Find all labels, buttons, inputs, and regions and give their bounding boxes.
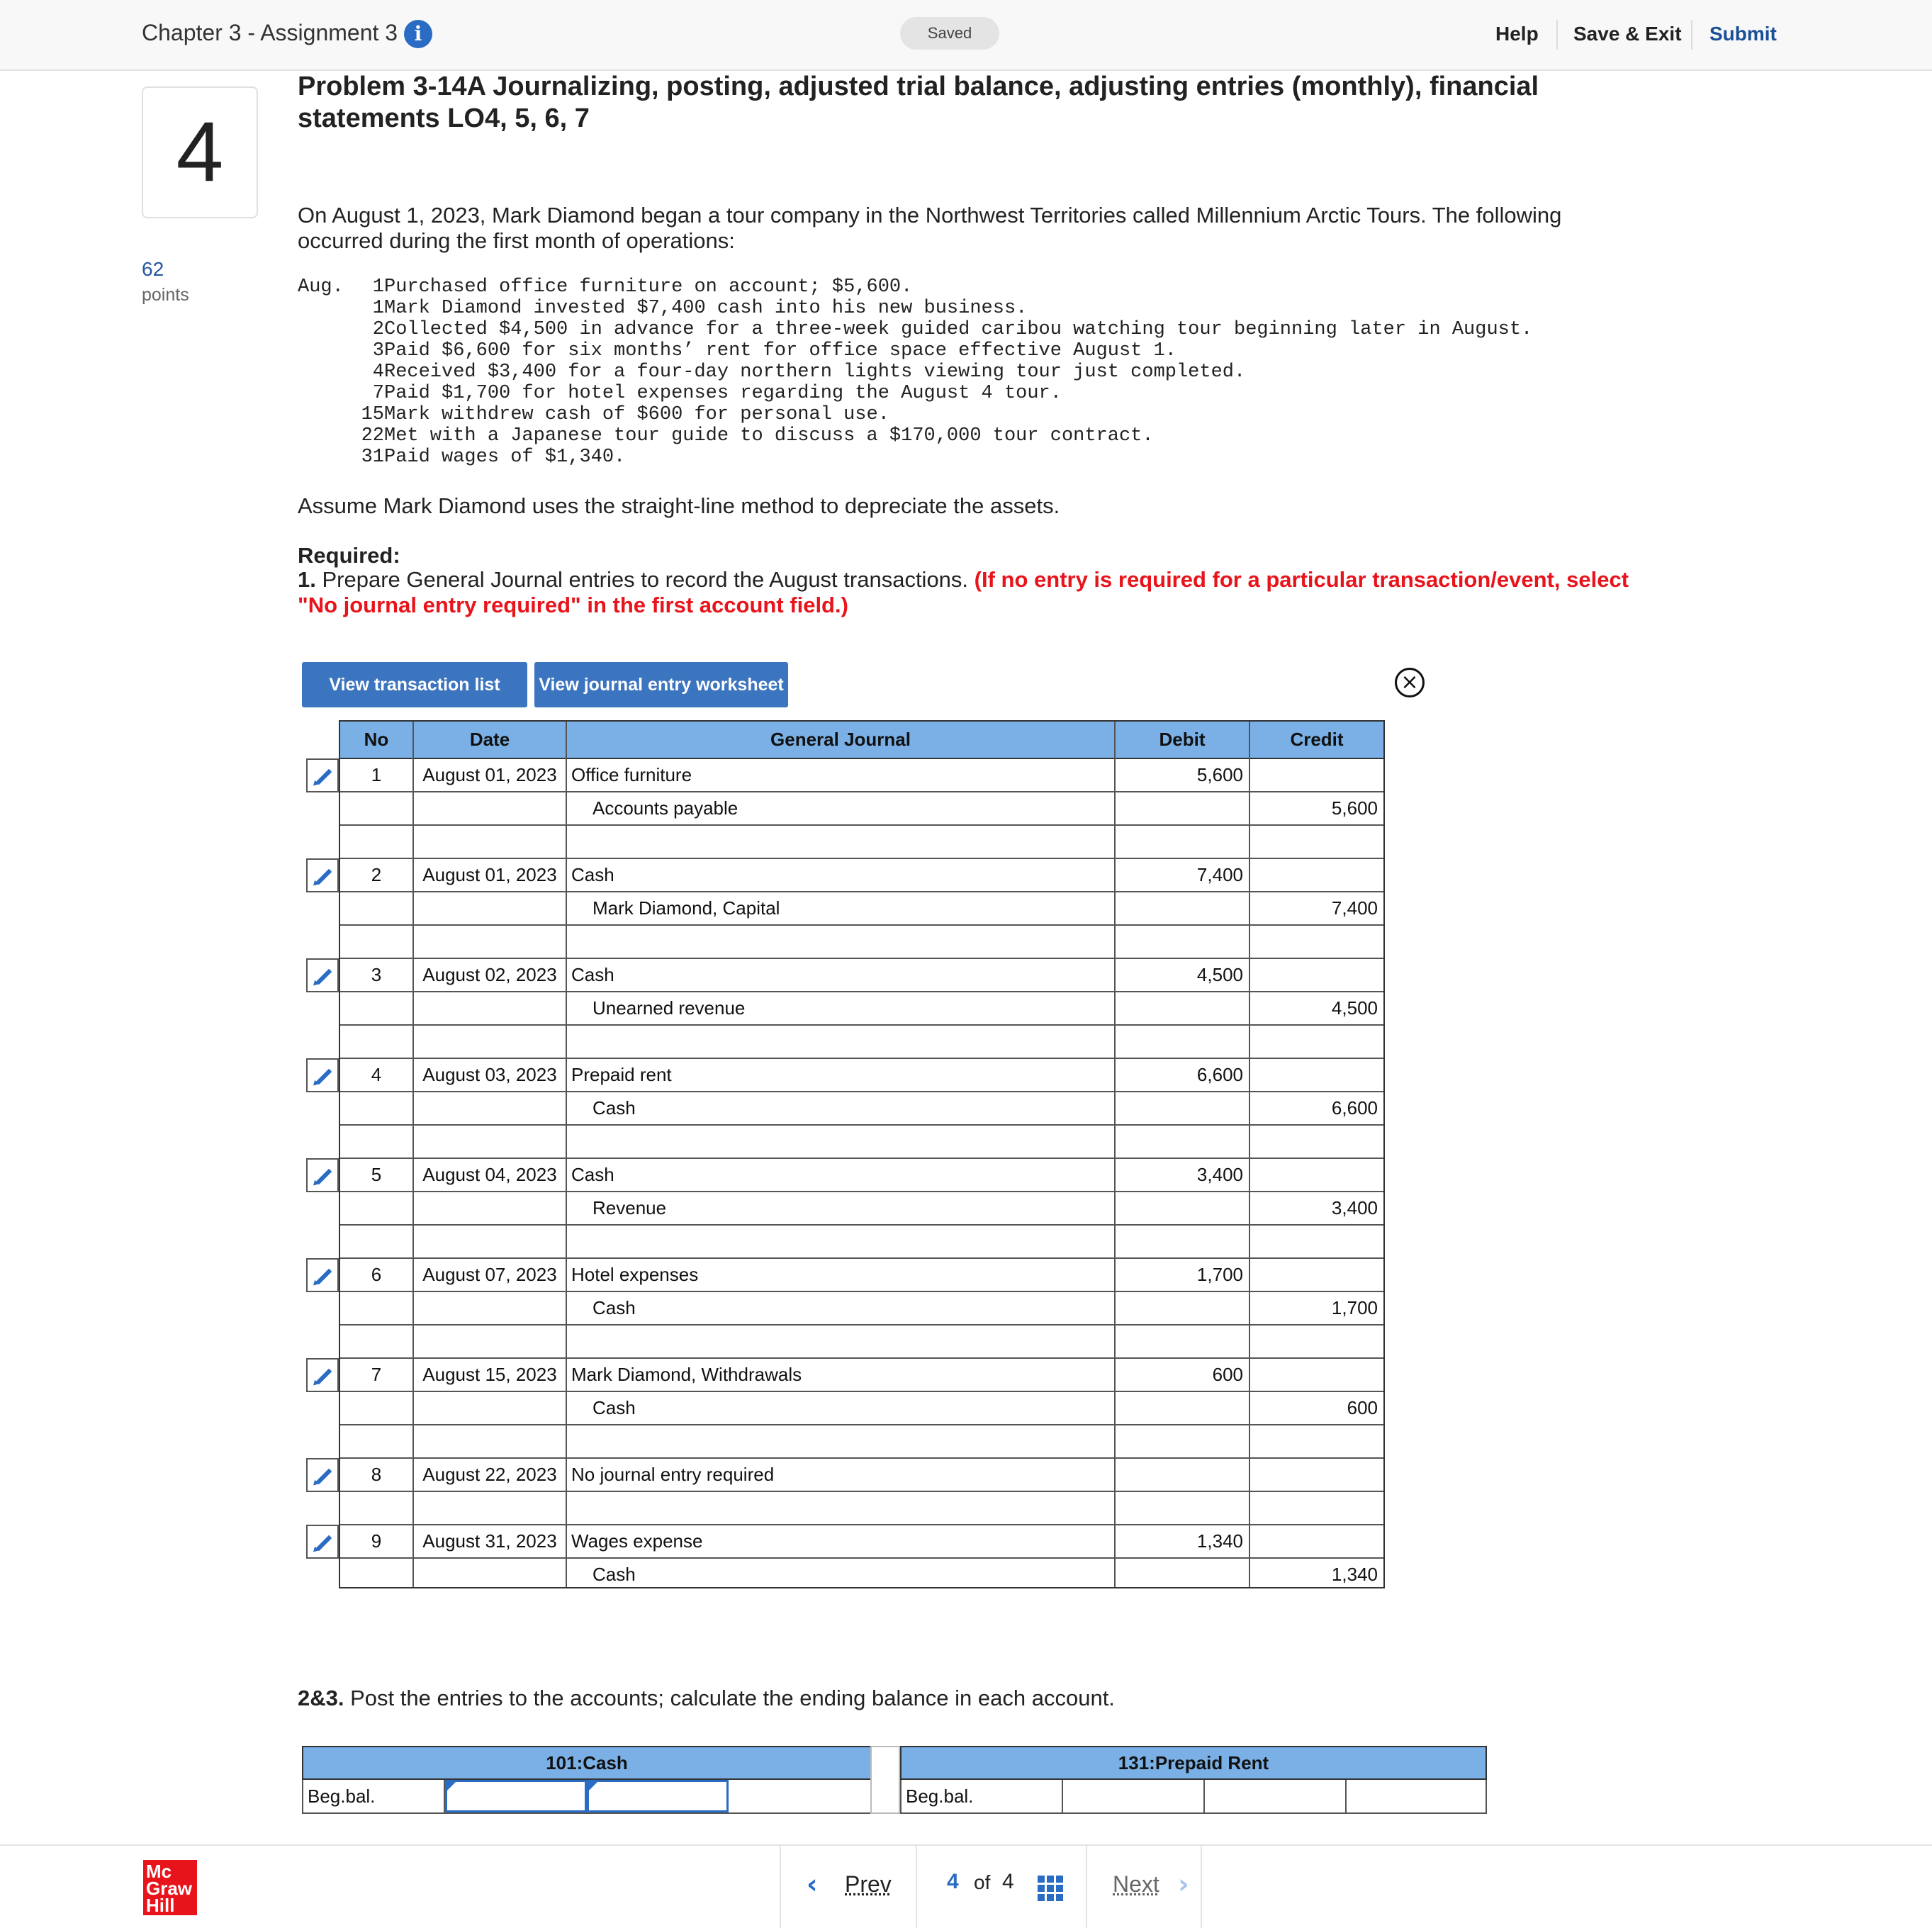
table-row xyxy=(340,1059,1383,1092)
credit-label-input[interactable] xyxy=(1205,1780,1347,1812)
debit-amount: 3,400 xyxy=(1196,1164,1243,1185)
chevron-left-icon[interactable]: ‹ xyxy=(807,1868,818,1900)
credit-amount xyxy=(1250,1259,1378,1291)
entry-date xyxy=(414,1126,566,1158)
account-name: No journal entry required xyxy=(571,1464,775,1485)
entry-number xyxy=(340,1026,412,1058)
requirement-text: Post the entries to the accounts; calculate the ending balance in each account. xyxy=(344,1686,1115,1710)
points-label: points xyxy=(142,285,189,305)
question-number-box xyxy=(142,86,258,218)
account-name xyxy=(571,826,1110,858)
table-row xyxy=(340,859,1383,892)
table-row xyxy=(340,992,1383,1026)
account-name xyxy=(571,1126,1110,1158)
table-row xyxy=(340,759,1383,792)
edit-entry-button[interactable] xyxy=(306,1358,339,1392)
debit-amount xyxy=(1116,826,1243,858)
prev-link[interactable]: Prev xyxy=(845,1871,892,1897)
debit-amount: 6,600 xyxy=(1196,1064,1243,1085)
t-account-title: 131:Prepaid Rent xyxy=(900,1746,1487,1780)
credit-amount xyxy=(1250,759,1378,791)
table-row xyxy=(340,1525,1383,1559)
credit-amount xyxy=(1250,1159,1378,1191)
credit-amount xyxy=(1250,1492,1378,1524)
entry-number xyxy=(340,1559,412,1591)
divider xyxy=(1556,20,1558,50)
credit-amount xyxy=(1250,1126,1378,1158)
credit-amount xyxy=(1250,1026,1378,1058)
debit-amount xyxy=(1116,1492,1243,1524)
table-row xyxy=(340,1259,1383,1292)
table-row xyxy=(340,826,1383,859)
debit-amount: 600 xyxy=(1212,1364,1243,1385)
account-name xyxy=(571,1425,1110,1457)
debit-amount xyxy=(1116,1326,1243,1357)
pencil-icon xyxy=(316,969,332,985)
entry-date: August 15, 2023 xyxy=(422,1364,557,1385)
transaction-text: Paid wages of $1,340. xyxy=(384,447,626,468)
entry-number: 2 xyxy=(371,864,382,885)
table-row xyxy=(340,1026,1383,1059)
flag-icon xyxy=(447,1782,456,1790)
required-label: Required: xyxy=(298,543,400,568)
transaction-day: 4 xyxy=(372,362,384,383)
entry-number xyxy=(340,1126,412,1158)
transaction-text: Purchased office furniture on account; $5,600. xyxy=(384,276,913,298)
entry-date: August 01, 2023 xyxy=(422,764,557,785)
t-account-row xyxy=(900,1780,1487,1814)
debit-amount xyxy=(1116,1192,1243,1224)
view-transaction-list-button[interactable]: View transaction list xyxy=(302,662,527,707)
entry-date xyxy=(414,826,566,858)
account-name: Cash xyxy=(592,1097,636,1119)
entry-number xyxy=(340,1292,412,1324)
divider xyxy=(1691,20,1692,50)
entry-number: 4 xyxy=(371,1064,382,1085)
entry-date: August 03, 2023 xyxy=(422,1064,557,1085)
account-name: Unearned revenue xyxy=(592,997,746,1019)
top-bar xyxy=(0,0,1932,71)
entry-number: 9 xyxy=(371,1530,382,1552)
entry-date xyxy=(414,992,566,1024)
account-name: Prepaid rent xyxy=(571,1064,672,1085)
credit-label-input[interactable] xyxy=(587,1780,729,1812)
account-name: Cash xyxy=(571,864,614,885)
credit-amount: 1,700 xyxy=(1331,1297,1378,1318)
table-row xyxy=(340,1492,1383,1525)
table-header xyxy=(340,722,1383,759)
page-of: of xyxy=(974,1871,991,1893)
table-row xyxy=(340,892,1383,926)
header-date: Date xyxy=(469,729,510,750)
account-name: Wages expense xyxy=(571,1530,703,1552)
account-name: Cash xyxy=(592,1564,636,1585)
assignment-title: Chapter 3 - Assignment 3 xyxy=(142,20,398,45)
edit-entry-button[interactable] xyxy=(306,1258,339,1292)
credit-input[interactable] xyxy=(729,1780,870,1812)
account-name: Cash xyxy=(571,964,614,985)
debit-amount xyxy=(1116,1559,1243,1591)
credit-amount xyxy=(1250,859,1378,891)
credit-amount: 1,340 xyxy=(1331,1564,1378,1585)
logo-line: Graw xyxy=(146,1878,193,1899)
debit-amount xyxy=(1116,926,1243,958)
entry-date: August 04, 2023 xyxy=(422,1164,557,1185)
pencil-icon xyxy=(316,769,332,785)
credit-input[interactable] xyxy=(1347,1780,1485,1812)
transaction-text: Paid $1,700 for hotel expenses regarding the August 4 tour. xyxy=(384,383,1062,404)
table-row xyxy=(340,1126,1383,1159)
entry-date xyxy=(414,1292,566,1324)
account-name xyxy=(571,1326,1110,1357)
credit-amount xyxy=(1250,926,1378,958)
beg-bal-label: Beg.bal. xyxy=(906,1786,974,1807)
credit-amount xyxy=(1250,1525,1378,1557)
entry-date xyxy=(414,1425,566,1457)
table-row xyxy=(340,1326,1383,1359)
table-row xyxy=(340,1392,1383,1425)
credit-amount xyxy=(1250,1059,1378,1091)
header-no: No xyxy=(364,729,389,750)
info-icon[interactable]: i xyxy=(404,20,432,48)
entry-date: August 22, 2023 xyxy=(422,1464,557,1485)
credit-amount xyxy=(1250,1359,1378,1391)
account-name: Mark Diamond, Withdrawals xyxy=(571,1364,802,1385)
points-value: 62 xyxy=(142,258,164,280)
debit-amount xyxy=(1116,992,1243,1024)
general-journal-table xyxy=(339,720,1385,1588)
pencil-icon xyxy=(316,869,332,885)
logo-line: Mc xyxy=(146,1861,172,1882)
credit-amount: 5,600 xyxy=(1331,797,1378,819)
credit-amount xyxy=(1250,1459,1378,1491)
entry-date xyxy=(414,926,566,958)
mcgraw-hill-logo xyxy=(143,1860,197,1915)
debit-amount: 1,700 xyxy=(1196,1264,1243,1285)
close-icon[interactable]: × xyxy=(1395,668,1425,697)
next-link[interactable]: Next xyxy=(1113,1871,1159,1897)
pencil-icon xyxy=(316,1469,332,1485)
credit-amount: 3,400 xyxy=(1331,1197,1378,1218)
transaction-text: Met with a Japanese tour guide to discuss a $170,000 tour contract. xyxy=(384,425,1154,447)
transaction-day: 3 xyxy=(372,340,384,362)
transaction-text: Received $3,400 for a four-day northern lights viewing tour just completed. xyxy=(384,362,1246,383)
entry-number: 6 xyxy=(371,1264,382,1285)
entry-number: 5 xyxy=(371,1164,382,1185)
entry-date: August 01, 2023 xyxy=(422,864,557,885)
requirement-number: 2&3. xyxy=(298,1686,344,1710)
submit-link[interactable]: Submit xyxy=(1709,23,1777,45)
entry-number xyxy=(340,1326,412,1357)
entry-date xyxy=(414,1492,566,1524)
assumption-text: Assume Mark Diamond uses the straight-line method to depreciate the assets. xyxy=(298,493,1060,518)
entry-date xyxy=(414,1326,566,1357)
entry-number xyxy=(340,1392,412,1424)
account-name: Cash xyxy=(592,1297,636,1318)
transaction-text: Mark withdrew cash of $600 for personal use. xyxy=(384,404,889,425)
entry-date xyxy=(414,1559,566,1591)
requirement-text: Prepare General Journal entries to record the August transactions. xyxy=(315,567,975,592)
entry-date xyxy=(414,892,566,924)
beg-bal-cell xyxy=(303,1780,445,1812)
debit-input[interactable] xyxy=(1063,1780,1205,1812)
credit-amount xyxy=(1250,826,1378,858)
entry-number: 3 xyxy=(371,964,382,985)
entry-date: August 07, 2023 xyxy=(422,1264,557,1285)
debit-amount xyxy=(1116,1126,1243,1158)
divider xyxy=(1086,1846,1087,1928)
account-name xyxy=(571,926,1110,958)
table-row xyxy=(340,926,1383,959)
debit-amount xyxy=(1116,1292,1243,1324)
pencil-icon xyxy=(316,1535,332,1552)
flag-icon xyxy=(589,1782,597,1790)
edit-entry-button[interactable] xyxy=(306,1158,339,1192)
credit-amount xyxy=(1250,1326,1378,1357)
header-general-journal: General Journal xyxy=(770,729,911,750)
transaction-day: 2 xyxy=(372,319,384,340)
account-name: Office furniture xyxy=(571,764,692,785)
credit-amount: 4,500 xyxy=(1331,997,1378,1019)
spacer-box xyxy=(870,1746,900,1814)
transaction-text: Paid $6,600 for six months’ rent for office space effective August 1. xyxy=(384,340,1176,362)
chevron-right-icon[interactable]: › xyxy=(1178,1868,1189,1900)
saved-status-badge: Saved xyxy=(900,17,999,50)
entry-number xyxy=(340,1192,412,1224)
account-name: Revenue xyxy=(592,1197,667,1218)
t-account-title: 101:Cash xyxy=(302,1746,872,1780)
account-name xyxy=(571,1492,1110,1524)
credit-amount: 7,400 xyxy=(1331,897,1378,919)
table-row xyxy=(340,792,1383,826)
debit-amount xyxy=(1116,1459,1243,1491)
entry-number xyxy=(340,1492,412,1524)
entry-date: August 31, 2023 xyxy=(422,1530,557,1552)
beg-bal-cell xyxy=(902,1780,1063,1812)
edit-entry-button[interactable] xyxy=(306,1458,339,1492)
problem-intro: On August 1, 2023, Mark Diamond began a tour company in the Northwest Territories called Millennium Arctic Tours. The following occurred during the first month of operations: xyxy=(298,203,1562,253)
beg-bal-label: Beg.bal. xyxy=(308,1786,376,1807)
pencil-icon xyxy=(316,1069,332,1085)
debit-amount xyxy=(1116,1092,1243,1124)
entry-number xyxy=(340,926,412,958)
entry-number xyxy=(340,992,412,1024)
entry-date xyxy=(414,1226,566,1257)
entry-date xyxy=(414,1392,566,1424)
entry-number xyxy=(340,792,412,824)
table-row xyxy=(340,1559,1383,1592)
debit-amount: 7,400 xyxy=(1196,864,1243,885)
t-account-row xyxy=(302,1780,872,1814)
transaction-day: 7 xyxy=(372,383,384,404)
debit-input[interactable] xyxy=(445,1780,587,1812)
entry-number: 1 xyxy=(371,764,382,785)
table-row xyxy=(340,959,1383,992)
credit-amount: 600 xyxy=(1347,1397,1378,1418)
entry-number xyxy=(340,826,412,858)
pencil-icon xyxy=(316,1269,332,1285)
transaction-day: 22 xyxy=(361,425,384,447)
edit-entry-button[interactable] xyxy=(306,1525,339,1559)
account-name: Accounts payable xyxy=(592,797,738,819)
t-account-prepaid-rent xyxy=(900,1746,1487,1814)
debit-amount xyxy=(1116,1425,1243,1457)
debit-amount xyxy=(1116,892,1243,924)
question-number: 4 xyxy=(176,104,224,199)
entry-date xyxy=(414,1092,566,1124)
entry-number xyxy=(340,1226,412,1257)
account-name xyxy=(571,1026,1110,1058)
transaction-text: Mark Diamond invested $7,400 cash into his new business. xyxy=(384,298,1028,319)
pagination xyxy=(780,1846,1202,1928)
entry-number: 7 xyxy=(371,1364,382,1385)
grid-icon[interactable] xyxy=(1038,1876,1063,1901)
edit-entry-button[interactable] xyxy=(306,758,339,792)
account-name: Hotel expenses xyxy=(571,1264,699,1285)
debit-amount xyxy=(1116,792,1243,824)
account-name: Cash xyxy=(571,1164,614,1185)
transaction-day: 1 xyxy=(372,298,384,319)
pencil-icon xyxy=(316,1169,332,1185)
edit-entry-button[interactable] xyxy=(306,1058,339,1092)
debit-amount xyxy=(1116,1226,1243,1257)
credit-amount xyxy=(1250,1425,1378,1457)
page-current: 4 xyxy=(947,1870,959,1893)
debit-amount: 4,500 xyxy=(1196,964,1243,985)
debit-amount xyxy=(1116,1392,1243,1424)
entry-date: August 02, 2023 xyxy=(422,964,557,985)
problem-title: Problem 3-14A Journalizing, posting, adjusted trial balance, adjusting entries (monthly), financial statements LO4, 5, 6, 7 xyxy=(298,72,1539,133)
transaction-day: 31 xyxy=(361,447,384,468)
table-row xyxy=(340,1159,1383,1192)
pencil-icon xyxy=(316,1369,332,1385)
transaction-month: Aug. xyxy=(298,276,344,298)
save-exit-link[interactable]: Save & Exit xyxy=(1573,23,1682,45)
view-journal-worksheet-button[interactable]: View journal entry worksheet xyxy=(534,662,788,707)
requirement-number: 1. xyxy=(298,567,316,592)
header-debit: Debit xyxy=(1159,729,1206,750)
entry-date xyxy=(414,1026,566,1058)
divider xyxy=(916,1846,917,1928)
entry-number xyxy=(340,1092,412,1124)
edit-entry-button[interactable] xyxy=(306,858,339,892)
table-row xyxy=(340,1092,1383,1126)
requirement-note: (If no entry is required for a particular transaction/event, select "No journal entry required" in the first account field.) xyxy=(298,567,1629,617)
account-name: Cash xyxy=(592,1397,636,1418)
logo-line: Hill xyxy=(146,1895,175,1916)
entry-number xyxy=(340,1425,412,1457)
requirement-1 xyxy=(298,567,1644,618)
header-credit: Credit xyxy=(1290,729,1344,750)
credit-amount: 6,600 xyxy=(1331,1097,1378,1119)
table-row xyxy=(340,1226,1383,1259)
entry-number xyxy=(340,892,412,924)
debit-amount xyxy=(1116,1026,1243,1058)
table-row xyxy=(340,1292,1383,1326)
help-link[interactable]: Help xyxy=(1495,23,1539,45)
table-row xyxy=(340,1425,1383,1459)
transaction-day: 15 xyxy=(361,404,384,425)
page-total: 4 xyxy=(1002,1870,1014,1893)
entry-date xyxy=(414,792,566,824)
credit-amount xyxy=(1250,959,1378,991)
table-row xyxy=(340,1192,1383,1226)
transaction-day: 1 xyxy=(372,276,384,298)
t-account-cash xyxy=(302,1746,872,1814)
table-row xyxy=(340,1459,1383,1492)
entry-number: 8 xyxy=(371,1464,382,1485)
table-row xyxy=(340,1359,1383,1392)
requirement-2-3 xyxy=(298,1686,1115,1711)
debit-amount: 1,340 xyxy=(1196,1530,1243,1552)
edit-entry-button[interactable] xyxy=(306,958,339,992)
transaction-text: Collected $4,500 in advance for a three-week guided caribou watching tour beginning later in August. xyxy=(384,319,1533,340)
entry-date xyxy=(414,1192,566,1224)
debit-amount: 5,600 xyxy=(1196,764,1243,785)
credit-amount xyxy=(1250,1226,1378,1257)
account-name: Mark Diamond, Capital xyxy=(592,897,780,919)
account-name xyxy=(571,1226,1110,1257)
